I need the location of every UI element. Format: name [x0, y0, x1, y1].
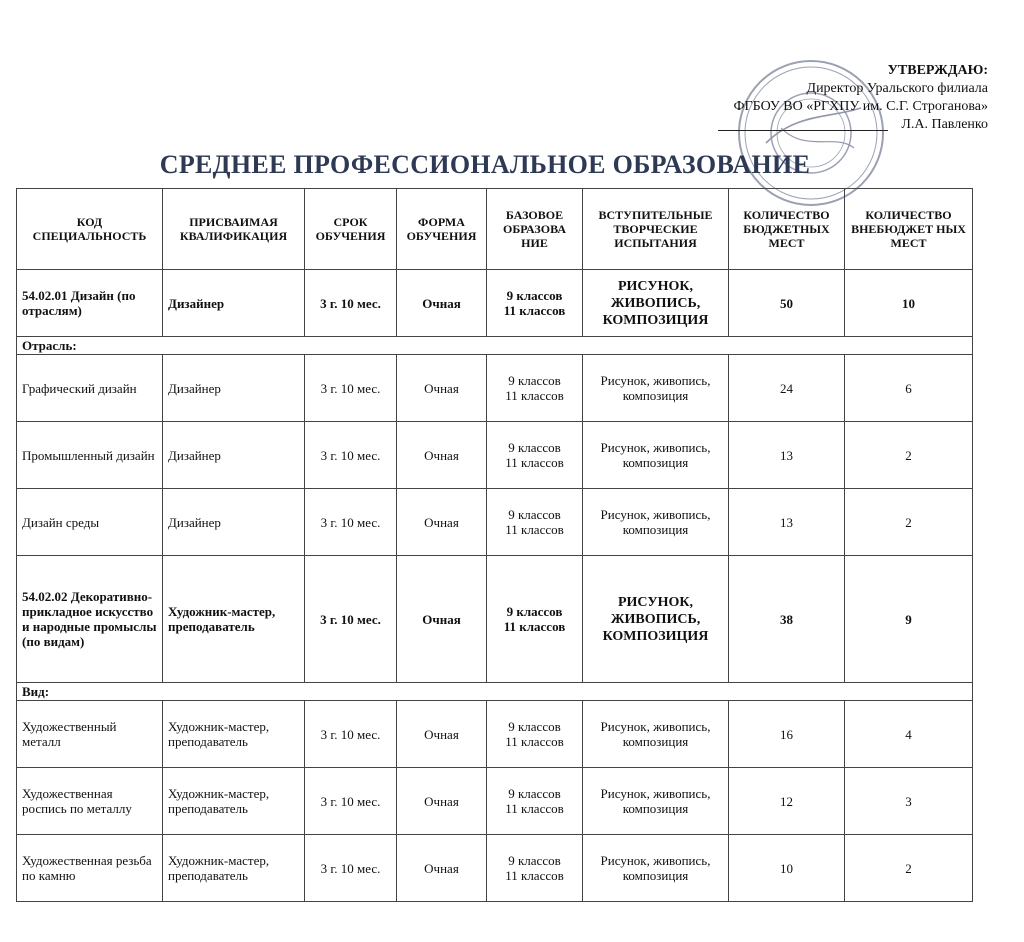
form: Очная: [397, 556, 487, 683]
col-header-base: БАЗОВОЕ ОБРАЗОВА НИЕ: [487, 189, 583, 270]
table-header-row: [17, 189, 973, 270]
base-education: [487, 355, 583, 422]
col-header-term: СРОК ОБУЧЕНИЯ: [305, 189, 397, 270]
col-header-paid: КОЛИЧЕСТВО ВНЕБЮДЖЕТ НЫХ МЕСТ: [845, 189, 973, 270]
direction-name: Художественный металл: [17, 701, 163, 768]
qualification: Дизайнер: [163, 270, 305, 337]
col-header-form: ФОРМА ОБУЧЕНИЯ: [397, 189, 487, 270]
separator-label: Отрасль:: [17, 337, 973, 355]
entrance-exams: Рисунок, живопись, композиция: [583, 768, 729, 835]
base-education: [487, 270, 583, 337]
base-11: 11 классов: [505, 801, 564, 816]
table-row: [17, 355, 973, 422]
approval-block: [733, 62, 988, 134]
direction-name: Графический дизайн: [17, 355, 163, 422]
paid-places: 6: [845, 355, 973, 422]
budget-places: 16: [729, 701, 845, 768]
form: Очная: [397, 270, 487, 337]
budget-places: 13: [729, 489, 845, 556]
base-9: 9 классов: [508, 507, 561, 522]
col-header-budget: КОЛИЧЕСТВО БЮДЖЕТНЫХ МЕСТ: [729, 189, 845, 270]
base-education: [487, 768, 583, 835]
term: 3 г. 10 мес.: [305, 355, 397, 422]
budget-places: 38: [729, 556, 845, 683]
approval-organization: ФГБОУ ВО «РГХПУ им. С.Г. Строганова»: [733, 99, 988, 114]
specialty-row: [17, 556, 973, 683]
form: Очная: [397, 422, 487, 489]
base-education: [487, 422, 583, 489]
entrance-exams: Рисунок, живопись, композиция: [583, 422, 729, 489]
separator-label: Вид:: [17, 683, 973, 701]
term: 3 г. 10 мес.: [305, 489, 397, 556]
direction-name: Художественная резьба по камню: [17, 835, 163, 902]
term: 3 г. 10 мес.: [305, 556, 397, 683]
form: Очная: [397, 768, 487, 835]
specialty-row: [17, 270, 973, 337]
form: Очная: [397, 835, 487, 902]
direction-name: Художественная роспись по металлу: [17, 768, 163, 835]
table-row: [17, 701, 973, 768]
form: Очная: [397, 489, 487, 556]
direction-name: Дизайн среды: [17, 489, 163, 556]
paid-places: 10: [845, 270, 973, 337]
base-11: 11 классов: [505, 734, 564, 749]
paid-places: 2: [845, 835, 973, 902]
signature-line: [718, 130, 888, 131]
page-title: СРЕДНЕЕ ПРОФЕССИОНАЛЬНОЕ ОБРАЗОВАНИЕ: [159, 150, 811, 179]
base-9: 9 классов: [506, 604, 563, 619]
qualification: Художник-мастер, преподаватель: [163, 768, 305, 835]
direction-name: Промышленный дизайн: [17, 422, 163, 489]
budget-places: 10: [729, 835, 845, 902]
programs-table: [16, 188, 973, 902]
paid-places: 9: [845, 556, 973, 683]
budget-places: 13: [729, 422, 845, 489]
base-11: 11 классов: [503, 303, 566, 318]
base-9: 9 классов: [508, 786, 561, 801]
col-header-qualification: ПРИСВАИМАЯ КВАЛИФИКАЦИЯ: [163, 189, 305, 270]
table-row: [17, 422, 973, 489]
approval-signatory: Л.А. Павленко: [901, 117, 988, 132]
entrance-exams: РИСУНОК, ЖИВОПИСЬ, КОМПОЗИЦИЯ: [583, 270, 729, 337]
form: Очная: [397, 355, 487, 422]
base-11: 11 классов: [505, 868, 564, 883]
qualification: Дизайнер: [163, 489, 305, 556]
entrance-exams: Рисунок, живопись, композиция: [583, 489, 729, 556]
term: 3 г. 10 мес.: [305, 768, 397, 835]
budget-places: 12: [729, 768, 845, 835]
entrance-exams: Рисунок, живопись, композиция: [583, 355, 729, 422]
entrance-exams: РИСУНОК, ЖИВОПИСЬ, КОМПОЗИЦИЯ: [583, 556, 729, 683]
term: 3 г. 10 мес.: [305, 701, 397, 768]
table-row: [17, 835, 973, 902]
term: 3 г. 10 мес.: [305, 270, 397, 337]
qualification: Художник-мастер, преподаватель: [163, 835, 305, 902]
base-9: 9 классов: [508, 853, 561, 868]
paid-places: 2: [845, 422, 973, 489]
qualification: Художник-мастер, преподаватель: [163, 701, 305, 768]
qualification: Дизайнер: [163, 422, 305, 489]
table-row: [17, 768, 973, 835]
qualification: Художник-мастер, преподаватель: [163, 556, 305, 683]
base-9: 9 классов: [508, 373, 561, 388]
specialty-code: 54.02.02 Декоративно-прикладное искусство и народные промыслы (по видам): [17, 556, 163, 683]
base-11: 11 классов: [503, 619, 566, 634]
col-header-exams: ВСТУПИТЕЛЬНЫЕ ТВОРЧЕСКИЕ ИСПЫТАНИЯ: [583, 189, 729, 270]
base-education: [487, 556, 583, 683]
base-11: 11 классов: [505, 522, 564, 537]
base-11: 11 классов: [505, 455, 564, 470]
term: 3 г. 10 мес.: [305, 835, 397, 902]
approval-title: УТВЕРЖДАЮ:: [887, 63, 988, 78]
paid-places: 4: [845, 701, 973, 768]
entrance-exams: Рисунок, живопись, композиция: [583, 701, 729, 768]
base-9: 9 классов: [508, 440, 561, 455]
paid-places: 2: [845, 489, 973, 556]
table-row: [17, 489, 973, 556]
approval-position: Директор Уральского филиала: [806, 81, 988, 96]
col-header-code: КОД СПЕЦИАЛЬНОСТЬ: [17, 189, 163, 270]
entrance-exams: Рисунок, живопись, композиция: [583, 835, 729, 902]
base-11: 11 классов: [505, 388, 564, 403]
base-education: [487, 701, 583, 768]
budget-places: 24: [729, 355, 845, 422]
budget-places: 50: [729, 270, 845, 337]
paid-places: 3: [845, 768, 973, 835]
section-separator: [17, 337, 973, 355]
specialty-code: 54.02.01 Дизайн (по отраслям): [17, 270, 163, 337]
base-education: [487, 489, 583, 556]
qualification: Дизайнер: [163, 355, 305, 422]
term: 3 г. 10 мес.: [305, 422, 397, 489]
section-separator: [17, 683, 973, 701]
base-9: 9 классов: [506, 288, 563, 303]
base-education: [487, 835, 583, 902]
form: Очная: [397, 701, 487, 768]
base-9: 9 классов: [508, 719, 561, 734]
